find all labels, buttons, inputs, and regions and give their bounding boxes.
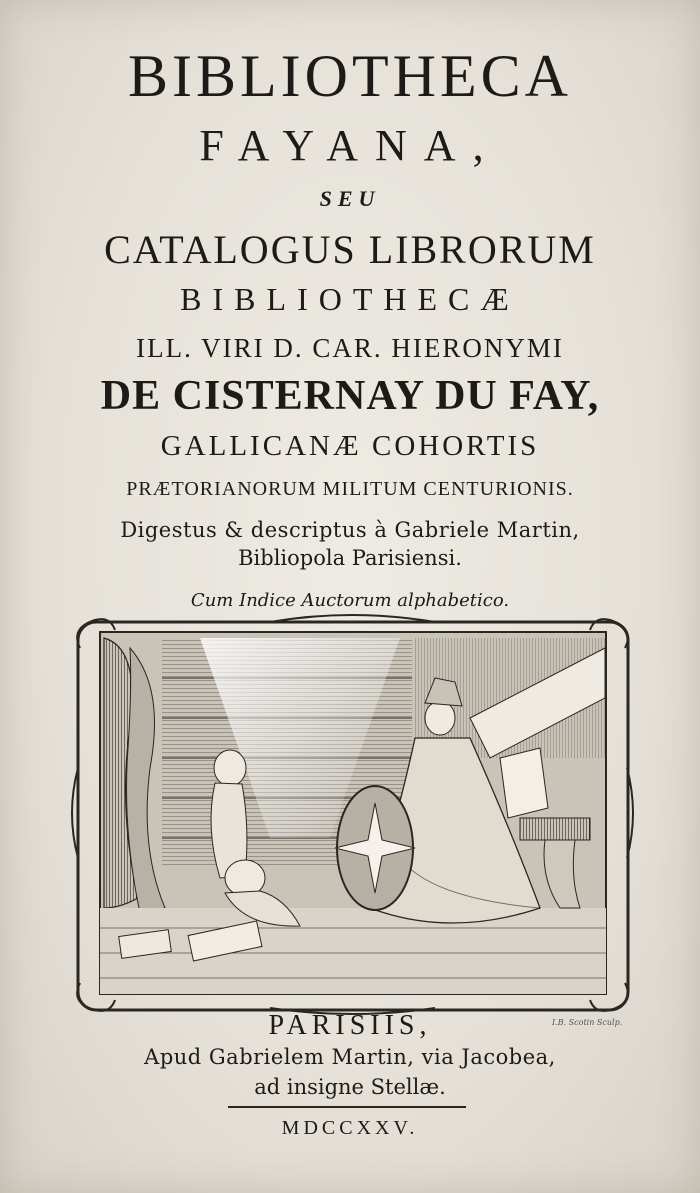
title-line-bibliotheca: BIBLIOTHECA (128, 43, 572, 109)
index-note: Cum Indice Auctorum alphabetico. (190, 590, 510, 611)
title-line-fayana: FAYANA, (199, 121, 501, 170)
engraver-signature: I.B. Scotin Sculp. (552, 1018, 623, 1027)
engraving-illustration (70, 608, 635, 1018)
compiler-line: Digestus & descriptus à Gabriele Martin, (120, 518, 580, 542)
imprint-sign: ad insigne Stellæ. (254, 1075, 446, 1099)
imprint-publisher: Apud Gabrielem Martin, via Jacobea, (144, 1045, 556, 1069)
title-line-praetorianorum: PRÆTORIANORUM MILITUM CENTURIONIS. (126, 478, 574, 500)
imprint-rule (228, 1106, 466, 1108)
title-line-gallicanae: GALLICANÆ COHORTIS (160, 430, 540, 462)
compiler-title-line: Bibliopola Parisiensi. (238, 546, 462, 570)
imprint-year: MDCCXXV. (281, 1117, 419, 1139)
title-line-catalogus: CATALOGUS LIBRORUM (104, 227, 596, 272)
imprint-city: PARISIIS, (268, 1010, 432, 1041)
title-line-seu: SEU (319, 186, 381, 211)
title-line-cisternay: DE CISTERNAY DU FAY, (100, 373, 600, 419)
title-line-ill-viri: ILL. VIRI D. CAR. HIERONYMI (136, 333, 564, 363)
engraving-vignette (70, 608, 635, 1018)
title-line-bibliothecae: BIBLIOTHECÆ (180, 281, 520, 317)
